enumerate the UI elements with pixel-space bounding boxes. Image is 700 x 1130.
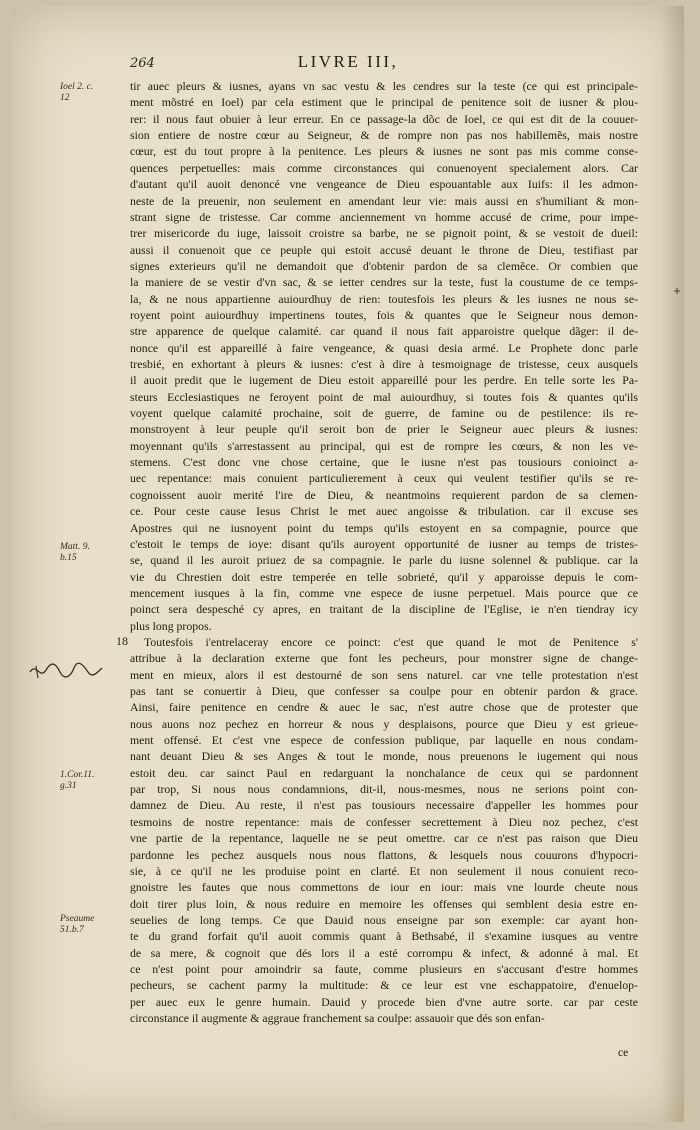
text-line: plus long propos.: [130, 618, 212, 633]
text-line: ce n'est point pour amoindrir sa faute, comme plusieurs en s'accusant d'estre hommes: [130, 961, 638, 976]
text-line: signes exterieurs qu'il ne demandoit que d'obtenir pardon de sa clemẽce. Or combien que: [130, 258, 638, 273]
text-line: sie, à ce qu'il ne les produise point en clarté. Et non seulement il nous conuient reco-: [130, 863, 638, 878]
margin-note-line: 12: [60, 93, 70, 103]
text-line: neste de la preuenir, non seulement en amendant leur vie: mais aussi en s'humiliant & mon-: [130, 193, 638, 208]
page-number: 264: [130, 56, 155, 71]
text-line: de sa mere, & cognoit que dés lors il a esté corrompu & infect, & adonné à mal. Et: [130, 945, 638, 960]
text-line: pas tant se conuertir à Dieu, que confesser sa coulpe pour en obtenir pardon & grace.: [130, 684, 638, 698]
text-line: tresbié, en exhortant à pleurs & iusnes: c'est à dire à tesmoignage de tristesse, ceux ausquels: [130, 357, 638, 371]
text-line: per auec eux le genre humain. Dauid y procede bien d'vne autre sorte. car par ceste: [130, 994, 638, 1009]
text-line: ment offensé. Et c'est vne espece de confession publique, par laquelle en nous condam-: [130, 733, 638, 747]
text-line: estoit deu. car sainct Paul en redarguant la nonchalance de ceux qui se pardonnent: [130, 765, 638, 780]
text-line: gnoistre les fautes que nous commettons de iour en iour: mais vne lourde cheute nous: [130, 880, 638, 895]
text-line: trer misericorde du iuge, laissoit croistre sa barbe, ne se pignoit point, & se vestoit de dueil:: [130, 226, 638, 241]
margin-note-line: Pseaume: [60, 914, 95, 924]
text-line: te du grand forfait qu'il auoit commis quant à Bethsabé, il s'examine iusques au ventre: [130, 929, 638, 944]
text-line: strant signe de tristesse. Car comme anciennement vn homme accusé de crime, pour impe-: [130, 209, 638, 224]
text-line: poinct sera despesché cy apres, en traitant de la discipline de l'Eglise, ie n'en tiendray icy: [130, 602, 638, 617]
text-line: tir auec pleurs & iusnes, ayans vn sac vestu & les cendres sur la teste (ce qui est principale-: [130, 79, 638, 93]
text-line: ment en mieux, alors il est destourné de son sens naturel. car vne telle protestation n'est: [130, 667, 638, 682]
text-line: quences perpetuelles: mais comme circonstances qui conuenoyent specialement alors. Car: [130, 160, 638, 175]
text-line: pardonne les pechez ausquels nous nous flattons, & lesquels nous couurons d'hypocri-: [130, 847, 638, 862]
margin-note-line: Ioel 2. c.: [60, 82, 94, 92]
text-line: Ainsi, faire penitence en cendre & auec le sac, n'est autre chose que de protester que: [130, 700, 638, 715]
text-line: la maniere de se vestir d'vn sac, & se ietter cendres sur la teste, fust la coustume de ce temps-: [130, 275, 638, 290]
text-line: cœur, est du tout propre à la penitence. Les pleurs & iusnes ne sont pas mis comme conse-: [130, 144, 638, 159]
text-line: circonstance il augmente & aggraue franchement sa coulpe: assauoir que dés son enfan-: [130, 1011, 545, 1025]
text-line: il auoit predit que le iugement de Dieu estoit appareillé pour les perdre. En telle sorte les Pa-: [130, 373, 638, 388]
running-head: LIVRE III,: [297, 52, 399, 71]
text-line: tesmoins de nostre repentance: mais de confesser secrettement à Dieu noz pechez, c'est: [130, 814, 638, 829]
text-line: sion entiere de nostre cœur au Seigneur, & de rompre non pas nos habillemẽs, mais nostre: [130, 128, 638, 143]
text-line: cognoissent auoir merité l'ire de Dieu, & neantmoins requierent pardon de sa clemen-: [130, 487, 638, 502]
margin-note-line: 51.b.7: [60, 925, 84, 935]
text-line: nous auons noz pechez en horreur & nous y desplaisons, pource que Dieu y est grieue-: [130, 716, 638, 731]
text-line: la, & ne nous appartienne auiourdhuy de rien: toutesfois les pleurs & les iusnes ne nous se-: [130, 291, 638, 306]
handwritten-annotation: [26, 658, 106, 684]
text-line: attribue à la declaration externe que font les pecheurs, pour monstrer signe de change-: [130, 651, 638, 666]
text-line: nant deuant Dieu & ses Anges & tout le monde, nous preuenons le iugement qui nous: [130, 749, 638, 764]
margin-note-line: 1.Cor.11.: [60, 770, 95, 780]
book-page: [12, 6, 684, 1122]
text-line: pecheurs, se cachent parmy la multitude: & ce leur est vne eschappatoire, d'enuelop-: [130, 978, 638, 993]
text-line: damnez de Dieu. Au reste, il n'est pas tousiours necessaire d'appeller les hommes pour: [130, 798, 638, 813]
ink-speck-icon: [672, 286, 682, 296]
margin-note-line: g.31: [60, 781, 77, 791]
text-line: Apostres qui ne iusnoyent point du temps qu'ils estoyent en sa compagnie, pource que: [130, 520, 638, 535]
text-line: stemens. C'est donc vne chose certaine, que le iusne n'est pas tousiours conioinct a-: [130, 455, 638, 470]
margin-note-line: Matt. 9.: [60, 542, 90, 552]
text-line: rer: il nous faut obuier à leur erreur. En ce passage-la dõc de Ioel, ce qui est dit de la couuer-: [130, 111, 638, 126]
text-line: Toutesfois i'entrelaceray encore ce poinct: c'est que quand le mot de Penitence s': [144, 634, 638, 649]
text-line: aussi il conuenoit que ce peuple qui estoit accusé deuant le throne de Dieu, testifiast par: [130, 242, 638, 257]
text-line: d'autant qu'il auoit denoncé vne vengeance de Dieu espouantable aux Iuifs: il les admon-: [130, 177, 638, 192]
text-line: moyennant qu'ils s'arrestassent au principal, qui est de rompre les cœurs, & non les ve-: [130, 438, 638, 453]
paragraph-number: 18: [116, 633, 128, 648]
margin-note-matthew: [60, 542, 90, 564]
text-line: vne partie de la repentance, laquelle ne se peut omettre. car ce n'est pas raison que Dieu: [130, 831, 638, 846]
catchword: ce: [618, 1047, 629, 1059]
text-line: c'estoit le temps de ioye: disant qu'ils auroyent opportunité de iusner au temps de tristes-: [130, 536, 638, 551]
text-line: uec repentance: mais conuient particulierement à ceux qui veulent testifier qu'ils se re-: [130, 471, 638, 486]
text-line: vie du Chrestien doit estre temperée en telle sobrieté, qu'il y apparoisse depuis le com-: [130, 569, 638, 584]
text-line: par trop, Si nous nous condamnions, dit-il, nous-mesmes, nous ne serions point con-: [130, 782, 638, 797]
text-line: ment mõstré en Ioel) par cela estiment que le principal de penitence soit de iusner & plou-: [130, 95, 638, 110]
text-line: monstroyent à leur peuple qu'il seroit bon de prier le Seigneur auec pleurs & iusnes:: [130, 422, 638, 437]
text-line: doit tirer plus loin, & nous reduire en memoire les offenses qui semblent desia estre en-: [130, 896, 638, 911]
margin-note-psalm: [60, 914, 94, 936]
text-line: stre apparence de quelque calamité. car quand il nous fait apparoistre quelque dãger: il de-: [130, 324, 638, 339]
text-line: ce. Pour ceste cause Iesus Christ le met auec angoisse & tribulation. car il excuse ses: [130, 504, 638, 519]
text-line: royent point auiourdhuy impertinens toutes, fois & quantes que le Seigneur nous demon-: [130, 307, 638, 322]
margin-note-line: b.15: [60, 553, 77, 563]
text-line: se, quand il les auroit priuez de sa compagnie. Ie parle du iusne solennel & publique. car la: [130, 553, 638, 568]
text-line: voyent quelque calamité prochaine, soit de guerre, de famine ou de pestilence: ils re-: [130, 406, 638, 420]
text-line: seuelies de long temps. Ce que Dauid nous enseigne par son exemple: car ayant hon-: [130, 912, 638, 927]
text-line: mencement iusques à la fin, comme vne espece de iusne perpetuel. Mais pource que ce: [130, 585, 638, 600]
text-line: nonce qu'il est appareillé à faire vengeance, & quasi desia armé. Le Prophete donc parle: [130, 340, 638, 355]
margin-note-corinthians: [60, 770, 94, 792]
margin-note-joel: [60, 82, 93, 104]
text-line: steurs Ecclesiastiques ne feroyent point de mal auiourdhuy, si toutes fois & quantes qu'ils: [130, 389, 638, 404]
